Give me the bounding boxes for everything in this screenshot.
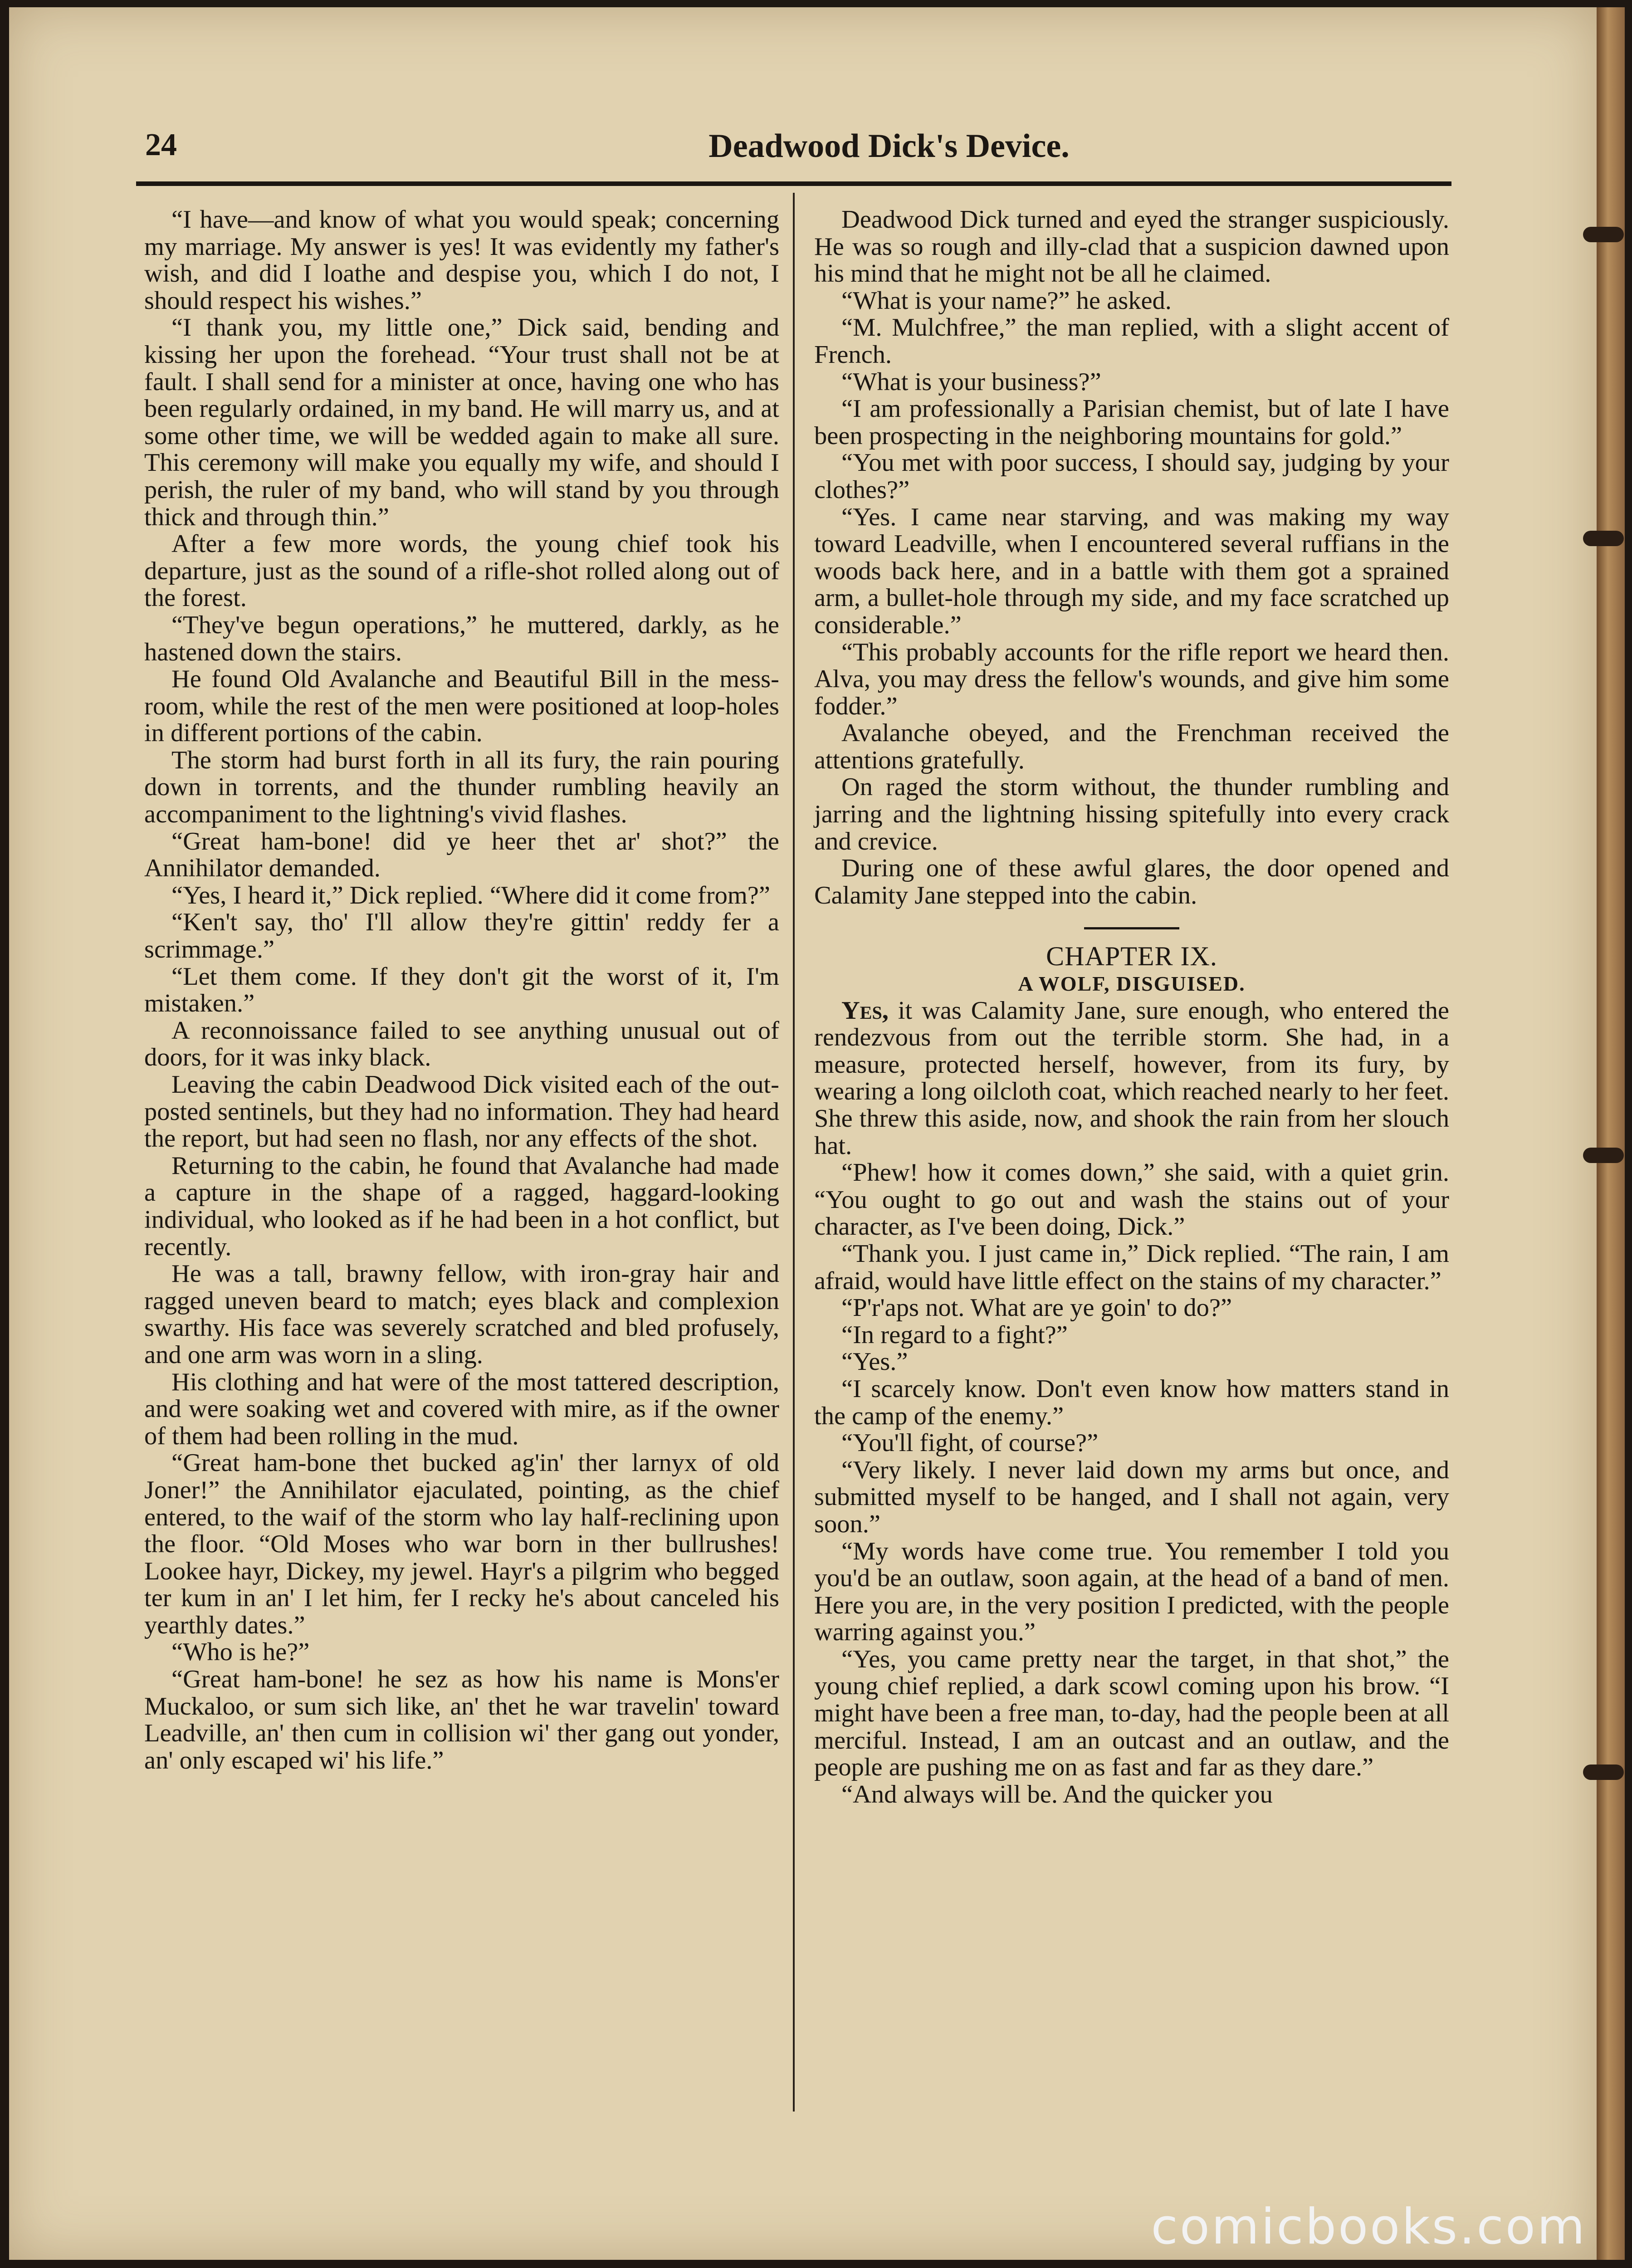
paragraph: “Thank you. I just came in,” Dick replied. “The rain, I am afraid, would have little effect on the stains of my character.” — [814, 1239, 1449, 1295]
paragraph: A reconnoissance failed to see anything unusual out of doors, for it was inky black. — [144, 1016, 779, 1072]
paragraph: “I scarcely know. Don't even know how matters stand in the camp of the enemy.” — [814, 1374, 1449, 1430]
paragraph: “My words have come true. You remember I told you you'd be an outlaw, soon again, at the head of a band of men. Here you are, in the very position I predicted, with the people warring against you.” — [814, 1537, 1449, 1647]
lead-paragraph-text: it was Calamity Jane, sure enough, who entered the rendezvous from out the terrible storm. She had, in a measure, protected herself, however, from its fury, by wearing a long oilcloth coat, which reached nearly to her feet. She threw this aside, now, and shook the rain from her slouch hat. — [814, 996, 1449, 1160]
running-title: Deadwood Dick's Device. — [709, 127, 1070, 165]
paragraph: “And always will be. And the quicker you — [841, 1780, 1273, 1809]
paragraph: “Very likely. I never laid down my arms but once, and submitted myself to be hanged, and I shall not again, very soon.” — [814, 1456, 1449, 1538]
header-rule — [136, 181, 1451, 186]
chapter-title: A WOLF, DISGUISED. — [1018, 972, 1246, 996]
paragraph: “You met with poor success, I should say, judging by your clothes?” — [814, 449, 1449, 504]
lead-word: Yes, — [841, 996, 889, 1025]
page-edge — [1597, 7, 1625, 2260]
chapter-body-text — [814, 1159, 1449, 1808]
right-column — [814, 206, 1449, 1808]
binding-staple — [1583, 531, 1624, 546]
paragraph: “Phew! how it comes down,” she said, with a quiet grin. “You ought to go out and wash the stains out of your character, as I've been doing, Dick.” — [814, 1158, 1449, 1241]
paragraph: “This probably accounts for the rifle report we heard then. Alva, you may dress the fellow's wounds, and give him some fodder.” — [814, 638, 1449, 720]
paragraph: The storm had burst forth in all its fury, the rain pouring down in torrents, and the thunder rumbling heavily an accompaniment to the lightning's vivid flashes. — [144, 746, 779, 829]
paragraph: “I am professionally a Parisian chemist, but of late I have been prospecting in the neighboring mountains for gold.” — [814, 395, 1449, 450]
paragraph: Avalanche obeyed, and the Frenchman received the attentions gratefully. — [814, 719, 1449, 774]
paragraph: “Who is he?” — [171, 1638, 310, 1667]
paragraph: “Let them come. If they don't git the worst of it, I'm mistaken.” — [144, 962, 779, 1018]
paragraph: During one of these awful glares, the door opened and Calamity Jane stepped into the cabin. — [814, 854, 1449, 909]
paragraph: After a few more words, the young chief took his departure, just as the sound of a rifle-shot rolled along out of the forest. — [144, 530, 779, 612]
watermark: comicbooks.com — [1151, 2199, 1587, 2255]
paragraph: His clothing and hat were of the most tattered description, and were soaking wet and covered with mire, as if the owner of them had been rolling in the mud. — [144, 1368, 779, 1450]
paragraph: Leaving the cabin Deadwood Dick visited each of the out-posted sentinels, but they had no information. They had heard the report, but had seen no flash, nor any effects of the shot. — [144, 1070, 779, 1153]
paragraph: “They've begun operations,” he muttered, darkly, as he hastened down the stairs. — [144, 611, 779, 666]
paragraph: “I have—and know of what you would speak; concerning my marriage. My answer is yes! It was evidently my father's wish, and did I loathe and despise you, which I do not, I should respect his wishes.” — [144, 205, 779, 315]
page-header — [136, 127, 1451, 177]
paragraph: “Great ham-bone thet bucked ag'in' ther larnyx of old Joner!” the Annihilator ejaculated, pointing, as the chief entered, to the waif of the storm who lay half-reclining upon the floor. “Old Moses who war born in ther bullrushes! Lookee hayr, Dickey, my jewel. Hayr's a pilgrim who begged ter kum in an' I let him, fer I recky he's about canceled his yearthly dates.” — [144, 1449, 779, 1639]
paragraph: “Yes, you came pretty near the target, in that shot,” the young chief replied, a dark scowl coming upon his brow. “I might have been a free man, to-day, had the people been at all merciful. Instead, I am an outcast and an outlaw, and the people are pushing me on as fast and far as they dare.” — [814, 1645, 1449, 1782]
binding-staple — [1583, 1148, 1624, 1163]
paragraph: Returning to the cabin, he found that Avalanche had made a capture in the shape of a ragged, haggard-looking individual, who looked as if he had been in a hot conflict, but recently. — [144, 1151, 779, 1261]
paragraph: He found Old Avalanche and Beautiful Bill in the mess-room, while the rest of the men were positioned at loop-holes in different portions of the cabin. — [144, 665, 779, 748]
chapter-number: CHAPTER IX. — [1046, 941, 1217, 972]
paragraph: “Yes, I heard it,” Dick replied. “Where did it come from?” — [171, 881, 770, 909]
paragraph: “What is your business?” — [841, 367, 1101, 396]
column-divider — [793, 193, 795, 2112]
paragraph: “Yes. I came near starving, and was making my way toward Leadville, when I encountered several ruffians in the woods back here, and in a battle with them got a sprained arm, a bullet-hole through my side, and my face scratched up considerable.” — [814, 503, 1449, 639]
paragraph: “Ken't say, tho' I'll allow they're gittin' reddy fer a scrimmage.” — [144, 908, 779, 964]
paragraph: “You'll fight, of course?” — [841, 1429, 1099, 1457]
binding-staple — [1583, 1765, 1624, 1780]
paragraph: “What is your name?” he asked. — [841, 286, 1172, 315]
paragraph: On raged the storm without, the thunder rumbling and jarring and the lightning hissing spitefully into every crack and crevice. — [814, 773, 1449, 855]
paragraph: He was a tall, brawny fellow, with iron-gray hair and ragged uneven beard to match; eyes black and complexion swarthy. His face was severely scratched and bled profusely, and one arm was worn in a sling. — [144, 1260, 779, 1369]
paragraph: “Great ham-bone! did ye heer thet ar' shot?” the Annihilator demanded. — [144, 827, 779, 883]
section-rule — [1084, 927, 1179, 929]
paragraph: “In regard to a fight?” — [841, 1320, 1068, 1349]
paragraph: “I thank you, my little one,” Dick said, bending and kissing her upon the forehead. “Your trust shall not be at fault. I shall send for a minister at once, having one who has been regularly ordained, in my band. He will marry us, and at some other time, we will be wedded again to make all sure. This ceremony will make you equally my wife, and should I perish, the ruler of my band, who will stand by you through thick and through thin.” — [144, 313, 779, 531]
right-column-text — [814, 206, 1449, 909]
binding-staple — [1583, 227, 1624, 242]
left-column — [144, 206, 779, 1774]
paragraph: Deadwood Dick turned and eyed the stranger suspiciously. He was so rough and illy-clad that a suspicion dawned upon his mind that he might not be all he claimed. — [814, 205, 1449, 288]
page-number: 24 — [145, 127, 177, 162]
paragraph: “Great ham-bone! he sez as how his name is Mons'er Muckaloo, or sum sich like, an' thet he war travelin' toward Leadville, an' then cum in collision wi' ther gang out yonder, an' only escaped wi' his life.” — [144, 1665, 779, 1774]
paragraph: “M. Mulchfree,” the man replied, with a slight accent of French. — [814, 313, 1449, 369]
chapter-opening-paragraph — [814, 997, 1449, 1160]
paragraph: “P'r'aps not. What are ye goin' to do?” — [841, 1294, 1232, 1322]
paragraph: “Yes.” — [841, 1348, 908, 1376]
